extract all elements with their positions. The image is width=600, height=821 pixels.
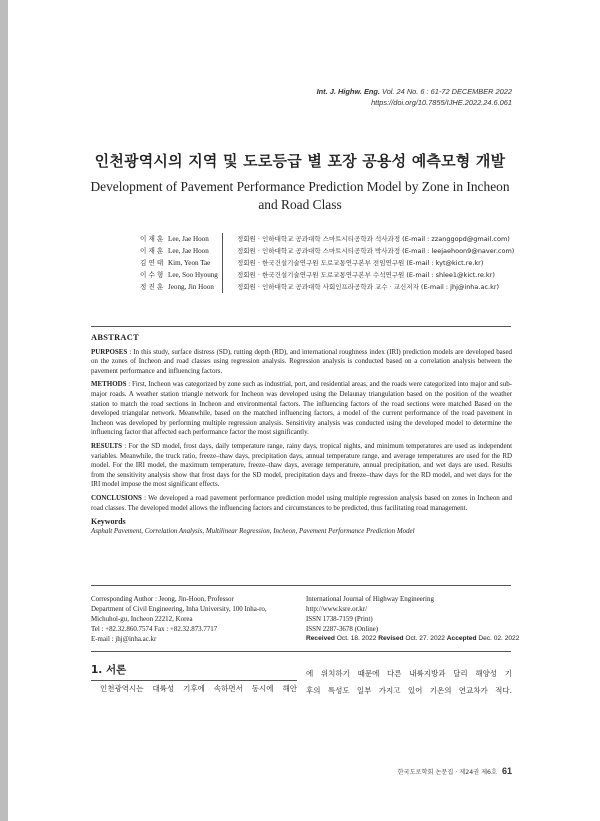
abstract-section (91, 333, 512, 536)
publication-dates (306, 634, 519, 644)
body-line: 에 위치하기 때문에 다른 내륙지방과 달리 해양성 기 (306, 669, 512, 678)
author-name-en: Lee, Jae Hoon (168, 247, 209, 255)
corresponding-author-block (91, 594, 267, 644)
author-row (140, 281, 514, 293)
author-affiliation: 정회원 · 인하대학교 공과대학 스마트시티공학과 석사과정 (E-mail : zzanggopd@gmail.com) (237, 235, 510, 243)
body-column-right (306, 665, 512, 699)
author-divider (222, 257, 233, 269)
results-label: RESULTS (91, 441, 122, 450)
publication-line: ISSN 2287-3678 (Online) (306, 625, 379, 633)
author-divider (222, 233, 233, 245)
section-heading-introduction: 1. 서론 (91, 664, 127, 676)
methods-text: : First, Incheon was categorized by zone such as industrial, port, and residential areas, and the roads were categorized into major and sub-major roads. A weather station triangle network for Incheon was developed using the Delaunay triangulation based on the position of the weather station to match the road sections in Incheon and environmental factors. The influencing factors of the road sections were matched Based on the developed triangular network. Meanwhile, based on the matched influencing factors, a model of the current performance of the road pavement in Incheon was developed by performing multiple regression analysis. Sensitivity analysis was conducted using the developed model to determine the influencing factor that affected each performance factor the most significantly. (91, 380, 512, 437)
author-name-en: Jeong, Jin Hoon (168, 283, 214, 291)
journal-citation (317, 86, 512, 97)
purposes-text: : In this study, surface distress (SD), rutting depth (RD), and international roughness index (IRI) prediction models are developed based on the zones of Incheon and road classes using regression analysis. Regression analysis is conducted based on a correlation analysis between the pavement performance and influencing factors. (91, 347, 512, 375)
divider-body-top (91, 651, 511, 652)
author-row (140, 233, 514, 245)
correspondence-line: Corresponding Author : Jeong, Jin-Hoon, Professor (91, 595, 234, 603)
correspondence-line: Tel : +82.32.860.7574 Fax : +82.32.873.7717 (91, 625, 218, 633)
publication-line: International Journal of Highway Engineering (306, 595, 434, 603)
revised-date: Oct. 27. 2022 (403, 635, 447, 642)
author-affiliation: 정회원 · 한국건설기술연구원 도로교통연구본부 전임연구원 (E-mail : kyt@kict.re.kr) (237, 259, 484, 267)
journal-reference (317, 86, 512, 108)
abstract-methods (91, 380, 512, 438)
journal-issue: Vol. 24 No. 6 : 61-72 DECEMBER 2022 (379, 87, 512, 96)
conclusions-label: CONCLUSIONS (91, 493, 142, 502)
author-name-ko: 정 진 훈 (140, 283, 164, 291)
purposes-label: PURPOSES (91, 347, 128, 356)
author-name-ko: 김 연 태 (140, 259, 164, 267)
author-row (140, 269, 514, 281)
publication-url[interactable]: http://www.ksre.or.kr/ (306, 605, 368, 613)
accepted-date: Dec. 02. 2022 (476, 635, 520, 642)
divider-abstract-bottom (91, 585, 511, 586)
abstract-heading: ABSTRACT (91, 333, 140, 342)
correspondence-line: Michuhol-gu, Incheon 22212, Korea (91, 615, 193, 623)
author-affiliation: 정회원 · 인하대학교 공과대학 사회인프라공학과 교수 · 교신저자 (E-mail : jhj@inha.ac.kr) (237, 283, 500, 291)
title-korean: 인천광역시의 지역 및 도로등급 별 포장 공용성 예측모형 개발 (94, 152, 506, 170)
body-line: 후의 특성도 일부 가지고 있어 기온의 연교차가 적다. (306, 686, 512, 695)
author-name-en: Lee, Jae Hoon (168, 235, 209, 243)
revised-label: Revised (378, 635, 404, 642)
abstract-conclusions (91, 494, 512, 513)
section-heading-rule (91, 680, 297, 681)
divider-abstract-top (91, 326, 511, 327)
page-footer (398, 766, 512, 776)
author-row (140, 257, 514, 269)
author-affiliation: 정회원 · 한국건설기술연구원 도로교통연구본부 수석연구원 (E-mail : shlee1@kict.re.kr) (237, 271, 495, 279)
keywords-heading: Keywords (91, 517, 126, 527)
page-number: 61 (501, 766, 512, 776)
received-label: Received (306, 635, 335, 642)
author-divider (222, 281, 233, 293)
author-affiliation: 정회원 · 인하대학교 공과대학 스마트시티공학과 박사과정 (E-mail : leejaehoon9@naver.com) (237, 247, 515, 255)
author-name-ko: 이 수 형 (140, 271, 164, 279)
keywords-text: Asphalt Pavement, Correlation Analysis, Multilinear Regression, Incheon, Pavement Performance Prediction Model (91, 526, 415, 535)
methods-label: METHODS (91, 380, 127, 389)
conclusions-text: : We developed a road pavement performance prediction model using multiple regression analysis based on zones in Incheon and road classes. The developed model allows the influencing factors and circumstances to be predicted, thus facilitating road management. (91, 493, 512, 512)
author-divider (222, 269, 233, 281)
correspondence-email[interactable]: E-mail : jhj@inha.ac.kr (91, 635, 157, 643)
author-name-ko: 이 재 훈 (140, 247, 164, 255)
journal-abbr: Int. J. Highw. Eng. (316, 87, 380, 96)
author-name-en: Kim, Yeon Tae (168, 259, 211, 267)
footer-journal: 한국도로학회 논문집 · 제24권 제6호 (397, 769, 497, 776)
left-margin-bar (0, 0, 8, 821)
abstract-purposes (91, 348, 512, 377)
author-row (140, 245, 514, 257)
correspondence-line: Department of Civil Engineering, Inha University, 100 Inha-ro, (91, 605, 267, 613)
publication-info-block (306, 594, 519, 644)
results-text: : For the SD model, frost days, daily temperature range, rainy days, tropical nights, and minimum temperatures are used as independent variables. Meanwhile, the truck ratio, freeze–thaw days, precipitation days, annual temperature range, and average temperatures are used for the RD model. For the IRI model, the maximum temperature, freeze–thaw days, average temperature, annual precipitation, and wet days are used. Results from the sensitivity analysis show that frost days for the SD model, precipitation days and freeze–thaw days for the RD model, and wet days for the IRI model impose the most significant effects. (91, 441, 512, 489)
received-date: Oct. 18. 2022 (334, 635, 379, 642)
publication-line: ISSN 1738-7159 (Print) (306, 615, 373, 623)
accepted-label: Accepted (446, 635, 477, 642)
author-name-ko: 이 재 훈 (140, 235, 164, 243)
abstract-results (91, 442, 512, 490)
author-list (140, 233, 514, 293)
doi-link[interactable]: https://doi.org/10.7855/IJHE.2022.24.6.061 (371, 98, 512, 107)
author-name-en: Lee, Soo Hyoung (168, 271, 218, 279)
title-english: Development of Pavement Performance Prediction Model by Zone in Incheon and Road Class (90, 179, 510, 212)
body-column-left: 인천광역시는 대륙성 기후에 속하면서 동시에 해안 (100, 684, 297, 693)
author-divider (222, 245, 233, 257)
